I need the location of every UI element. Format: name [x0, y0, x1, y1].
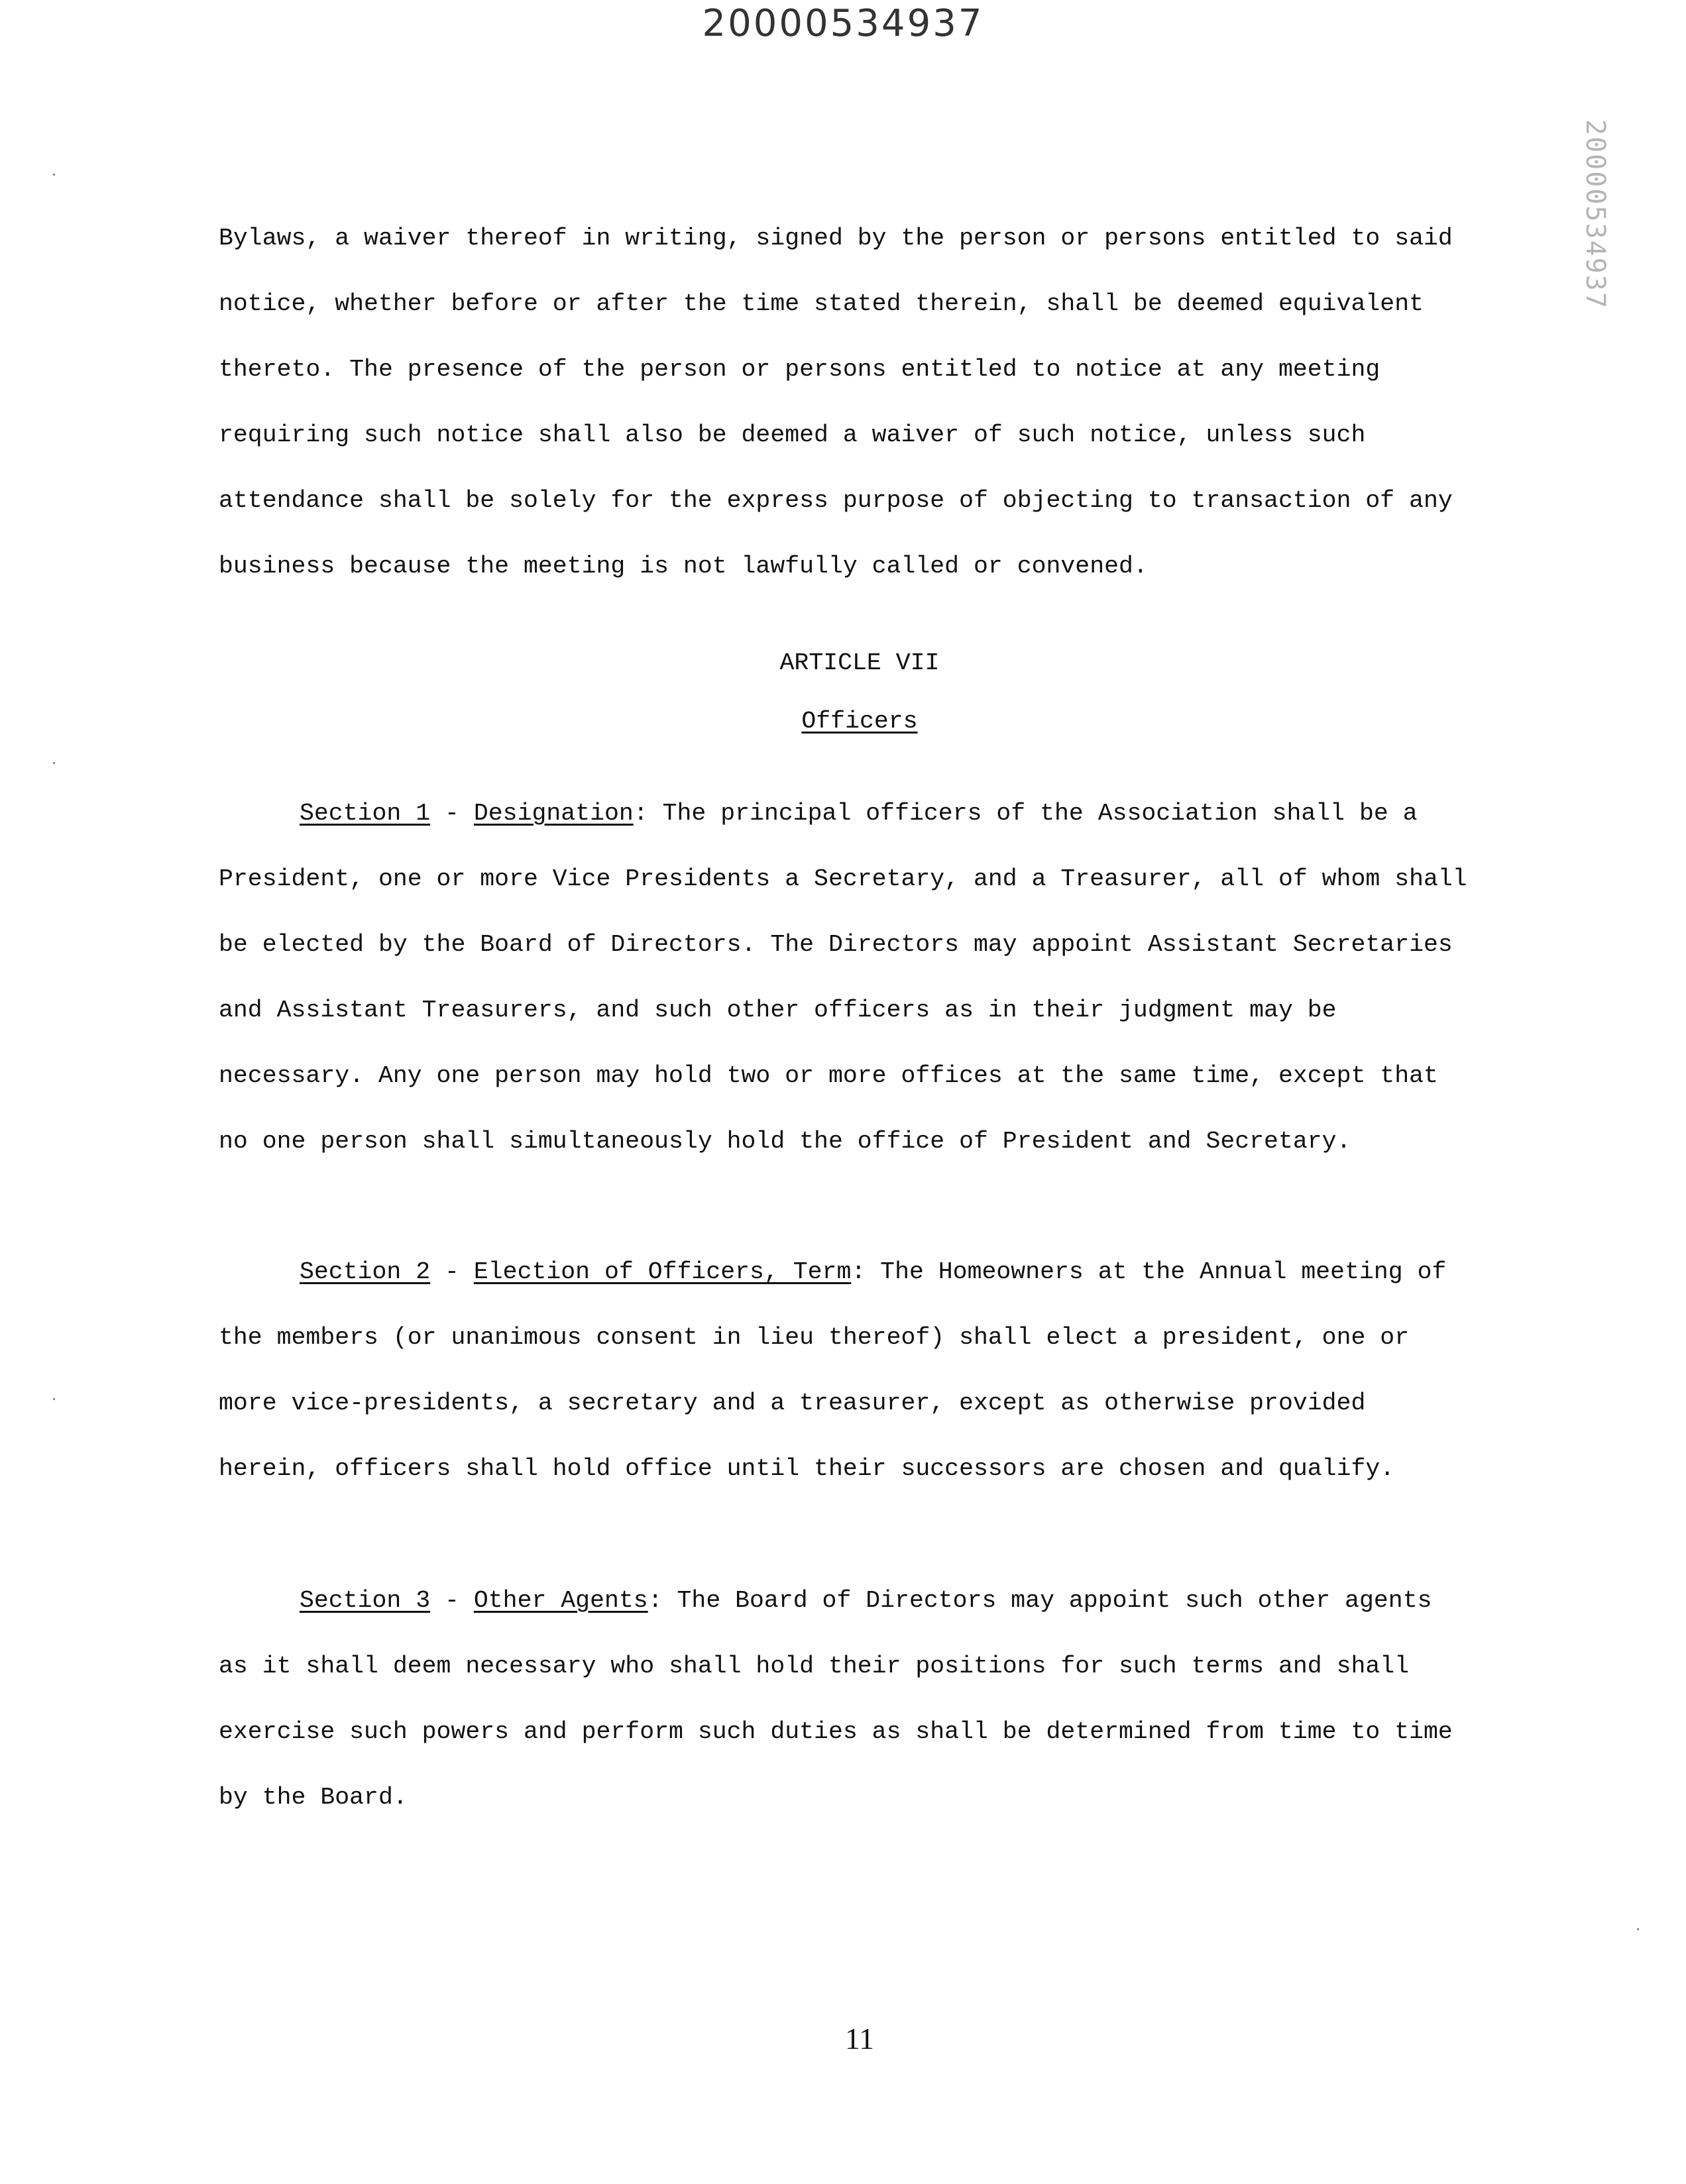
article-subtitle-text: Officers	[801, 708, 918, 735]
section-1-heading: Designation	[473, 800, 634, 827]
section-2-heading: Election of Officers, Term	[473, 1258, 852, 1285]
section-3-label: Section 3	[300, 1587, 431, 1614]
text-line: exercise such powers and perform such duties as shall be determined from time to time	[219, 1718, 1453, 1745]
section-1-first-line	[219, 781, 1531, 846]
text-line: necessary. Any one person may hold two or more offices at the same time, except that	[219, 1062, 1438, 1089]
text-line: thereto. The presence of the person or persons entitled to notice at any meeting	[219, 356, 1380, 383]
text-line: by the Board.	[219, 1784, 408, 1811]
section-3	[219, 1568, 1531, 1830]
text-line: be elected by the Board of Directors. The Directors may appoint Assistant Secretaries	[219, 931, 1453, 958]
margin-stamp: 20000534937	[1580, 119, 1610, 309]
section-2-dash: -	[430, 1258, 474, 1285]
scan-speck	[1637, 1928, 1639, 1930]
scan-speck	[53, 174, 55, 176]
text-line: no one person shall simultaneously hold the office of President and Secretary.	[219, 1128, 1351, 1155]
section-2-first-line	[219, 1239, 1531, 1305]
text-line: attendance shall be solely for the express purpose of objecting to transaction of any	[219, 487, 1453, 514]
paragraph-waiver	[219, 205, 1531, 599]
scan-speck	[53, 762, 55, 764]
article-subtitle	[0, 705, 1686, 738]
document-id-header: 20000534937	[702, 2, 984, 45]
section-2-label: Section 2	[300, 1258, 431, 1285]
section-2	[219, 1239, 1531, 1502]
section-2-first-line-text: : The Homeowners at the Annual meeting of	[851, 1258, 1447, 1285]
text-line: herein, officers shall hold office until their successors are chosen and qualify.	[219, 1455, 1395, 1482]
text-line: the members (or unanimous consent in lieu thereof) shall elect a president, one or	[219, 1324, 1410, 1351]
section-1-dash: -	[430, 800, 474, 827]
text-line: President, one or more Vice Presidents a Secretary, and a Treasurer, all of whom shall	[219, 865, 1467, 893]
text-line: business because the meeting is not lawfully called or convened.	[219, 553, 1148, 580]
section-1-first-line-text: : The principal officers of the Association shall be a	[633, 800, 1418, 827]
text-line: and Assistant Treasurers, and such other officers as in their judgment may be	[219, 997, 1337, 1024]
page-number: 11	[844, 2022, 875, 2055]
section-1	[219, 781, 1531, 1174]
section-1-label: Section 1	[300, 800, 431, 827]
section-3-first-line-text: : The Board of Directors may appoint such other agents	[647, 1587, 1432, 1614]
section-3-first-line	[219, 1568, 1531, 1633]
article-title: ARTICLE VII	[779, 649, 940, 677]
scan-speck	[53, 1398, 55, 1400]
text-line: as it shall deem necessary who shall hold their positions for such terms and shall	[219, 1653, 1410, 1680]
text-line: Bylaws, a waiver thereof in writing, signed by the person or persons entitled to said	[219, 225, 1453, 252]
text-line: requiring such notice shall also be deemed a waiver of such notice, unless such	[219, 421, 1366, 449]
section-3-heading: Other Agents	[473, 1587, 648, 1614]
text-line: more vice-presidents, a secretary and a treasurer, except as otherwise provided	[219, 1390, 1366, 1417]
section-3-dash: -	[430, 1587, 474, 1614]
text-line: notice, whether before or after the time stated therein, shall be deemed equivalent	[219, 290, 1424, 317]
